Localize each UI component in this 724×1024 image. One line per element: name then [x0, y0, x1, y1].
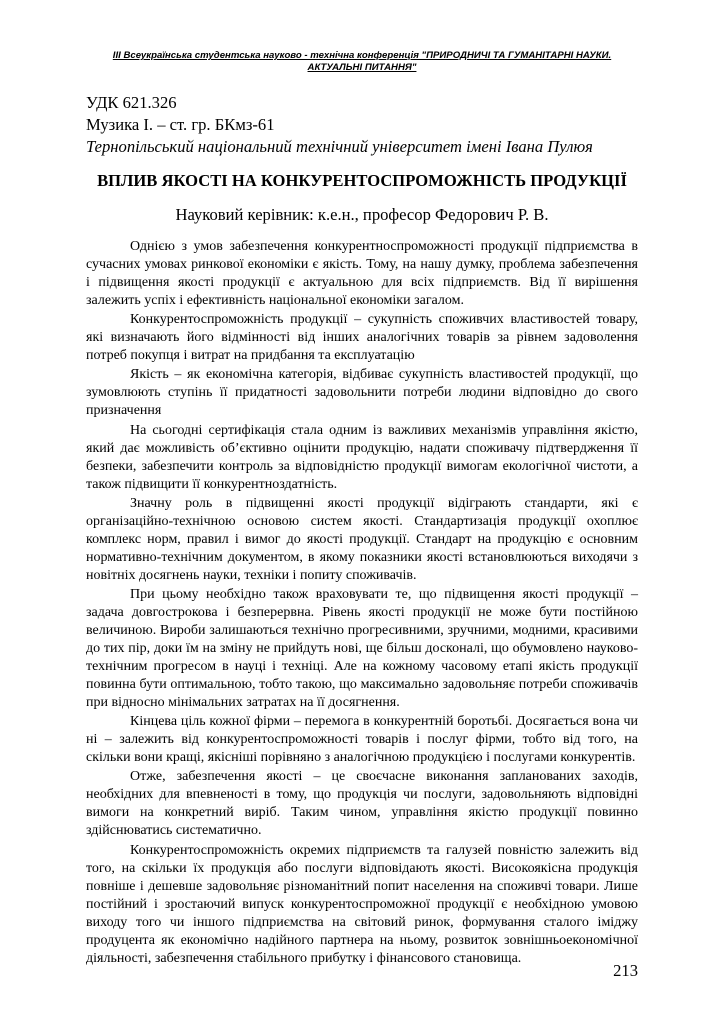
- paragraph: Отже, забезпечення якості – це своєчасне виконання запланованих заходів, необхідних для впевненості в тому, що продукція чи послуги, задовольняють відповідні вимоги на конкретний виріб. Таким чином, управління якістю продукції повинно здійснюватись систематично.: [86, 769, 638, 839]
- paragraph: Кінцева ціль кожної фірми – перемога в конкурентній боротьбі. Досягається вона чи ні – залежить від конкурентоспроможності товарів і послуг фірми, тобто від того, на скільки вони кращі, якісніші порівняно з аналогічною продукцією і послугами конкурентів.: [86, 714, 638, 766]
- article-title: ВПЛИВ ЯКОСТІ НА КОНКУРЕНТОСПРОМОЖНІСТЬ ПРОДУКЦІЇ: [97, 171, 627, 190]
- author-line: Музика І. – ст. гр. БКмз-61: [86, 115, 275, 134]
- paragraph: Однією з умов забезпечення конкурентноспроможності продукції підприємства в сучасних умовах ринкової економіки є якість. Тому, на нашу думку, проблема забезпечення і підвищення якості продукції є актуальною для всіх підприємств. Від її вирішення залежить успіх і ефективність національної економіки загалом.: [86, 239, 638, 308]
- running-header-line-1: ІІІ Всеукраїнська студентська науково - технічна конференція "ПРИРОДНИЧІ ТА ГУМАНІТАРНІ НАУКИ.: [112, 50, 612, 61]
- paragraph: Конкурентоспроможність продукції – сукупність споживчих властивостей товару, які визначають його відмінності від інших аналогічних товарів за рівнем задоволення потреб покупця і витрат на придбання та експлуатацію: [86, 312, 638, 364]
- page-number: 213: [613, 961, 638, 980]
- paragraph: Значну роль в підвищенні якості продукції відіграють стандарти, які є організаційно-технічною основою систем якості. Стандартизація продукції охоплює комплекс норм, правил і вимог до якості продукції. Стандарт на продукцію є основним нормативно-технічним документом, в якому показники якості встановлюються виходячи з новітніх досягнень науки, техніки і попиту споживачів.: [86, 495, 638, 583]
- running-header-line-2: АКТУАЛЬНІ ПИТАННЯ": [307, 62, 417, 73]
- paragraph: Якість – як економічна категорія, відбиває сукупність властивостей продукції, що зумовлюють ступінь її придатності задовольнити потреби людини відповідно до свого призначення: [86, 367, 638, 419]
- running-header: [86, 50, 638, 74]
- udc-code: УДК 621.326: [86, 93, 177, 112]
- affiliation: Тернопільський національний технічний університет імені Івана Пулюя: [86, 137, 593, 156]
- paragraph: На сьогодні сертифікація стала одним із важливих механізмів управління якістю, який дає можливість об’єктивно оцінити продукцію, надати споживачу підтвердження її безпеки, забезпечити контроль за відповідністю продукції вимогам екологічної чистоти, а також підвищити її конкурентноздатність.: [86, 422, 638, 492]
- supervisor-line: Науковий керівник: к.е.н., професор Федорович Р. В.: [175, 205, 549, 224]
- article-body: [86, 238, 638, 969]
- paragraph: Конкурентоспроможність окремих підприємств та галузей повністю залежить від того, на скільки їх продукція або послуги відповідають якості. Високоякісна продукція повніше і дешевше задовольняє різноманітний попит населення на споживчі товари. Лише постійний і зростаючий випуск конкурентоспроможної продукції є необхідною умовою виходу того чи іншого підприємства на світовий ринок, формування сталого іміджу продуцента як економічно надійного партнера на ньому, розвиток зовнішньоекономічної діяльності, забезпечення стабільного прибутку і фінансового становища.: [86, 842, 638, 966]
- paragraph: При цьому необхідно також враховувати те, що підвищення якості продукції – задача довгострокова і безперервна. Рівень якості продукції не може бути постійною величиною. Вироби залишаються технічно прогресивними, зручними, модними, красивими до тих пір, доки їм на зміну не прийдуть нові, ще більш досконалі, що обумовлено науково-технічним прогресом в науці і техніці. Але на кожному часовому етапі якість продукції повинна бути оптимальною, тобто такою, що максимально задовольняє потреби споживачів при відносно мінімальних затратах на її досягнення.: [86, 586, 638, 710]
- article-meta: [86, 92, 593, 158]
